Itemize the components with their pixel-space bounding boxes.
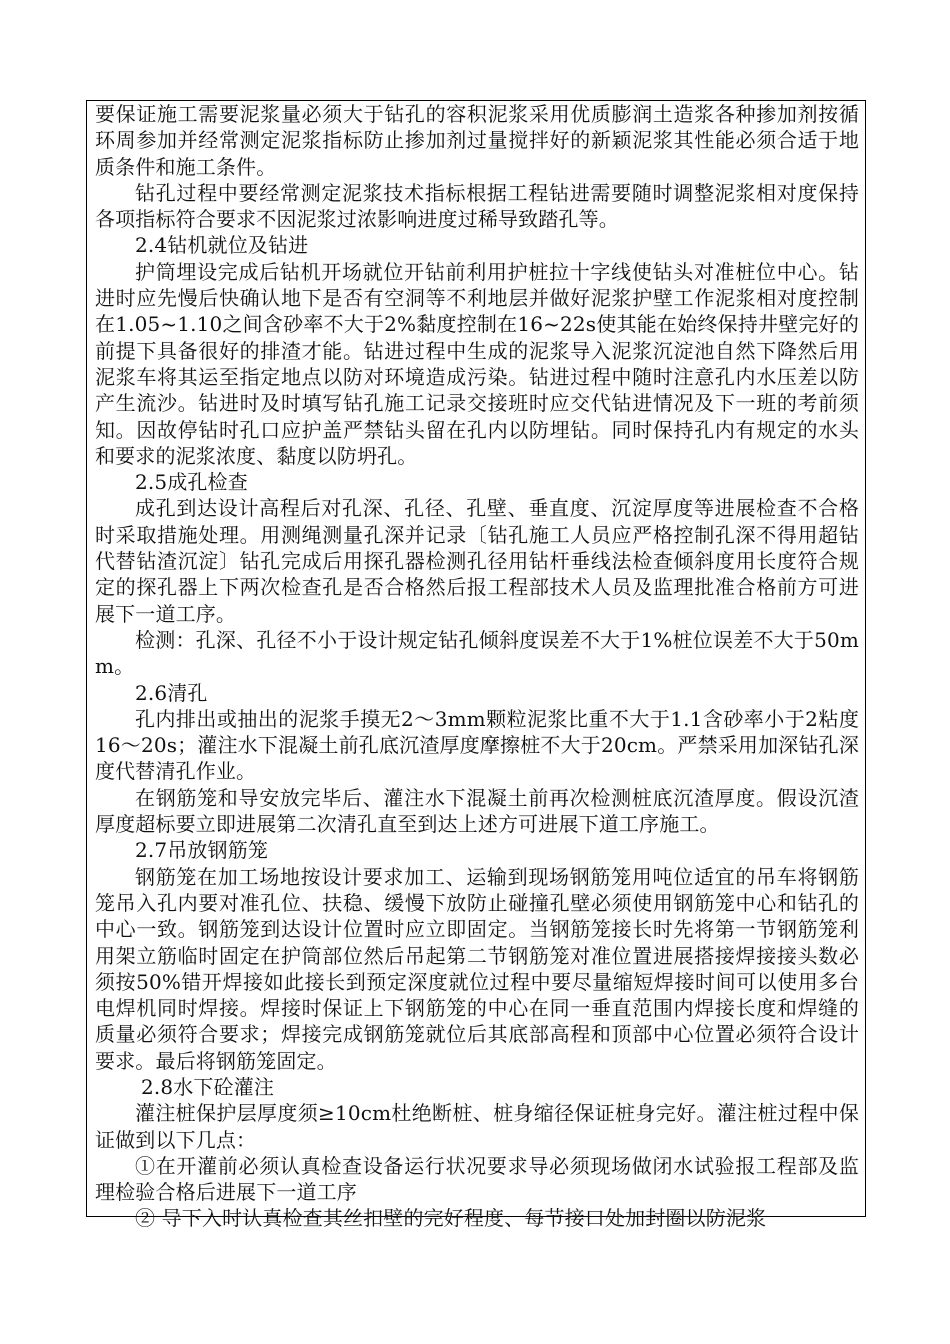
paragraph-hole-inspection: 成孔到达设计高程后对孔深、孔径、孔壁、垂直度、沉淀厚度等进展检查不合格时采取措施处理。用测绳测量孔深并记录〔钻孔施工人员应严格控制孔深不得用超钻代替钻渣沉淀〕钻孔完成后用探孔器检测孔径用钻杆垂线法检查倾斜度用长度符合规定的探孔器上下两次检查孔是否合格然后报工程部技术人员及监理批准合格前方可进展下一道工序。 — [95, 496, 859, 626]
paragraph-underwater-concrete: 灌注桩保护层厚度须≥10cm杜绝断桩、桩身缩径保证桩身完好。灌注桩过程中保证做到以下几点： — [95, 1101, 859, 1152]
paragraph-hole-cleaning: 孔内排出或抽出的泥浆手摸无2～3mm颗粒泥浆比重不大于1.1含砂率小于2粘度16～20s；灌注水下混凝土前孔底沉渣厚度摩擦桩不大于20cm。严禁采用加深钻孔深度代替清孔作业。 — [95, 706, 859, 784]
list-item-1: ①在开灌前必须认真检查设备运行状况要求导必须现场做闭水试验报工程部及监理检验合格后进展下一道工序 — [95, 1153, 859, 1205]
paragraph-mud-testing: 钻孔过程中要经常测定泥浆技术指标根据工程钻进需要随时调整泥浆相对度保持各项指标符合要求不因泥浆过浓影响进度过稀导致踏孔等。 — [95, 180, 859, 232]
list-item-2: ② 导下入时认真检查其丝扣壁的完好程度、每节接口处加封圈以防泥浆 — [135, 1206, 767, 1231]
paragraph-rebar-cage: 钢筋笼在加工场地按设计要求加工、运输到现场钢筋笼用吨位适宜的吊车将钢筋笼吊入孔内要对准孔位、扶稳、缓慢下放防止碰撞孔壁必须使用钢筋笼中心和钻孔的中心一致。钢筋笼到达设计位置时应立即固定。当钢筋笼接长时先将第一节钢筋笼利用架立筋临时固定在护筒部位然后吊起第二节钢筋笼对准位置进展搭接焊接接头数必须按50%错开焊接如此接长到预定深度就位过程中要尽量缩短焊接时间可以使用多台电焊机同时焊接。焊接时保证上下钢筋笼的中心在同一垂直范围内焊接长度和焊缝的质量必须符合要求；焊接完成钢筋笼就位后其底部高程和顶部中心位置必须符合设计要求。最后将钢筋笼固定。 — [95, 864, 859, 1073]
section-heading-underwater-concrete: 2.8水下砼灌注 — [141, 1074, 275, 1099]
section-heading-drilling: 2.4钻机就位及钻进 — [135, 233, 309, 258]
document-frame — [86, 100, 866, 1231]
paragraph-sediment-recheck: 在钢筋笼和导安放完毕后、灌注水下混凝土前再次检测桩底沉渣厚度。假设沉渣厚度超标要立即进展第二次清孔直至到达上述方可进展下道工序施工。 — [95, 785, 859, 837]
paragraph-mud-requirements: 要保证施工需要泥浆量必须大于钻孔的容积泥浆采用优质膨润土造浆各种掺加剂按循环周参加并经常测定泥浆指标防止掺加剂过量搅拌好的新颖泥浆其性能必须合适于地质条件和施工条件。 — [95, 102, 859, 179]
paragraph-inspection-criteria: 检测：孔深、孔径不小于设计规定钻孔倾斜度误差不大于1%桩位误差不大于50mm。 — [95, 627, 859, 679]
paragraph-drilling: 护筒埋设完成后钻机开场就位开钻前利用护桩拉十字线使钻头对准桩位中心。钻进时应先慢后快确认地下是否有空洞等不利地层并做好泥浆护壁工作泥浆相对度控制在1.05~1.10之间含砂率不大于2%黏度控制在16~22s使其能在始终保持井壁完好的前提下具备很好的排渣才能。钻进过程中生成的泥浆导入泥浆沉淀池自然下降然后用泥浆车将其运至指定地点以防对环境造成污染。钻进过程中随时注意孔内水压差以防产生流沙。钻进时及时填写钻孔施工记录交接班时应交代钻进情况及下一班的考前须知。因故停钻时孔口应护盖严禁钻头留在孔内以防埋钻。同时保持孔内有规定的水头和要求的泥浆浓度、黏度以防坍孔。 — [95, 259, 859, 468]
section-heading-hole-cleaning: 2.6清孔 — [135, 680, 208, 705]
section-heading-rebar-cage: 2.7吊放钢筋笼 — [135, 838, 269, 863]
section-heading-hole-inspection: 2.5成孔检查 — [135, 470, 248, 495]
document-body — [87, 101, 865, 1232]
